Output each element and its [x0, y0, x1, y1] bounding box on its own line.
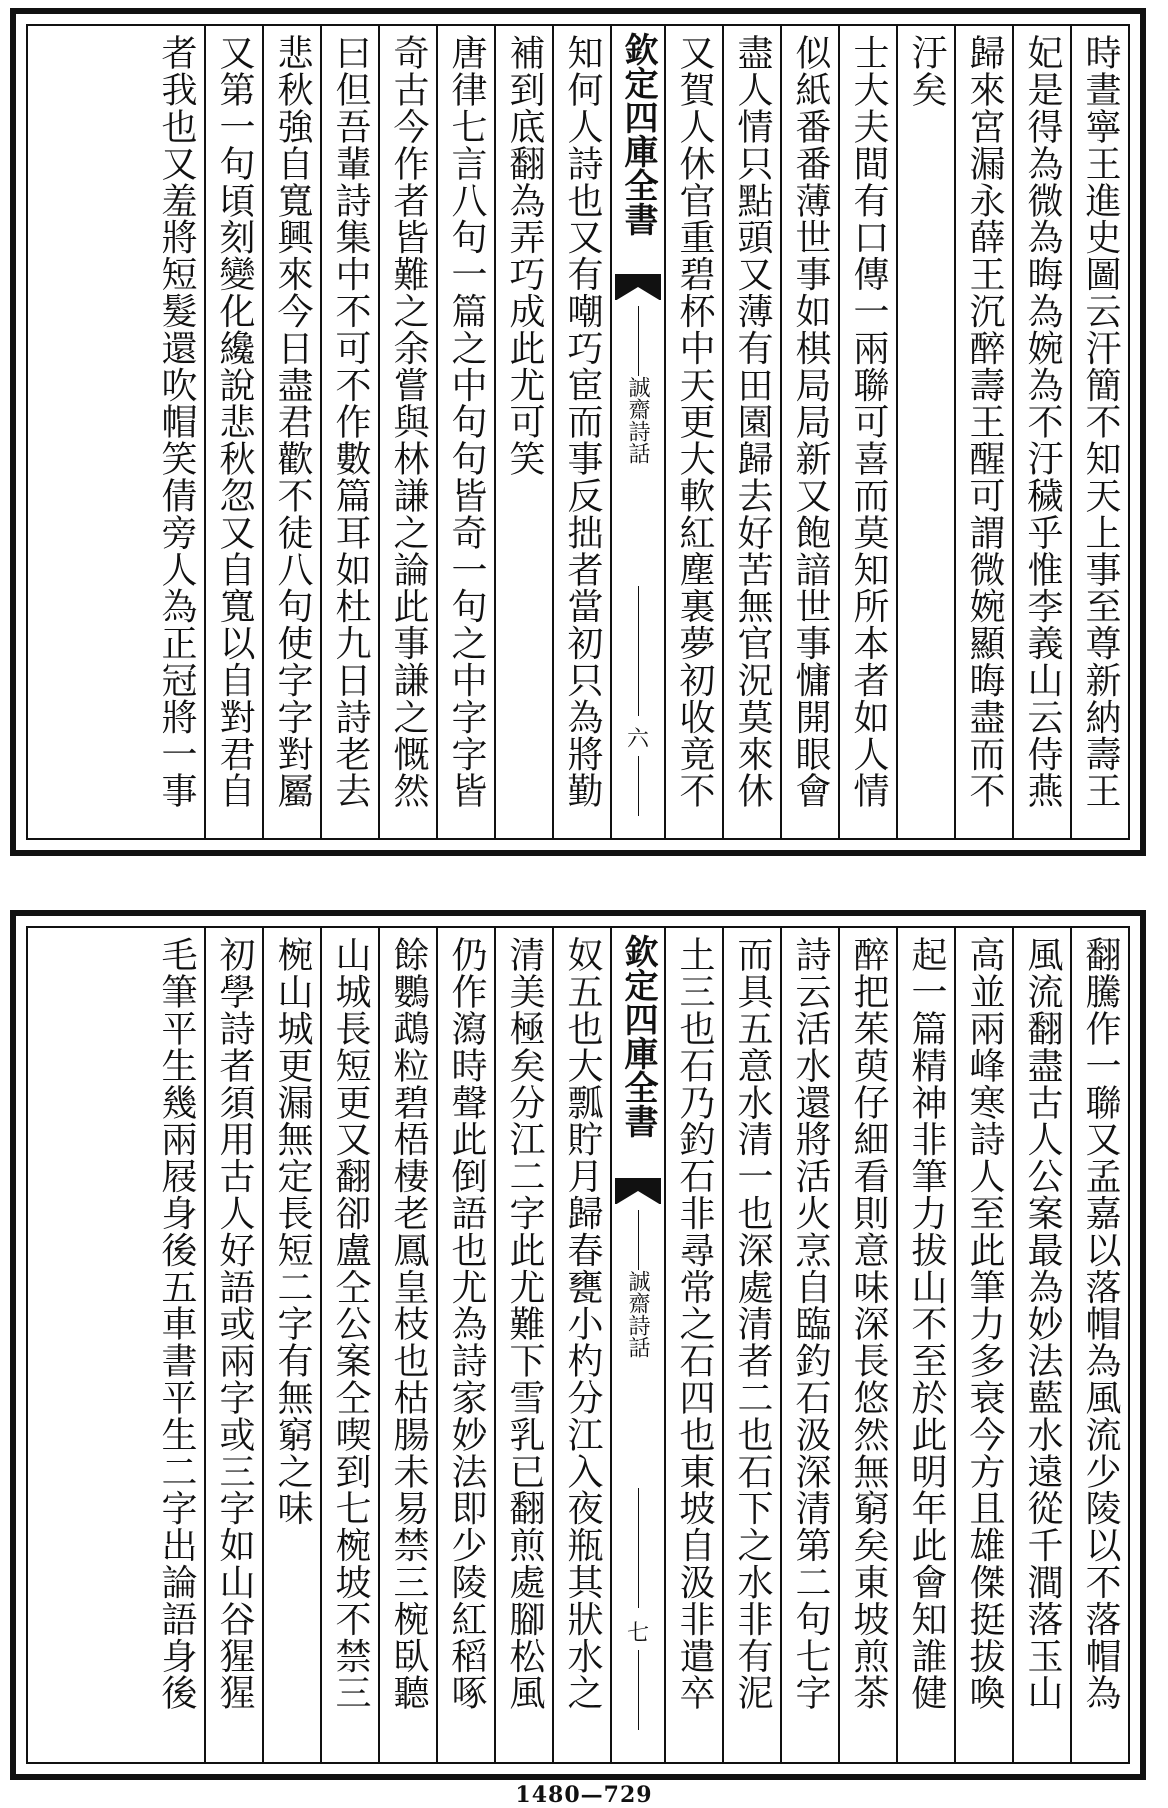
text-column: 詩云活水還將活火烹自臨釣石汲深清第二句七字: [780, 928, 838, 1762]
text-column: 補到底翻為弄巧成此尤可笑: [494, 26, 552, 838]
bottom-page: [10, 910, 1146, 1780]
collection-title: 欽定四庫全書: [618, 32, 658, 236]
bottom-page-text-block: [26, 926, 1130, 1764]
text-column: 奇古今作者皆難之余嘗與林謙之論此事謙之慨然: [378, 26, 436, 838]
text-column: 醉把茱萸仔細看則意味深長悠然無窮矣東坡煎茶: [838, 928, 896, 1762]
text-column: 毛筆平生幾兩屐身後五車書平生二字出論語身後: [156, 936, 197, 1711]
page-number: 六: [626, 727, 649, 752]
text-column: 唐律七言八句一篇之中句句皆奇一句之中字字皆: [436, 26, 494, 838]
fish-tail-mark-icon: [615, 274, 661, 300]
top-page: [10, 8, 1146, 856]
text-column: 妃是得為微為晦為婉為不汙穢乎惟李義山云侍燕: [1012, 26, 1070, 838]
text-column: 椀山城更漏無定長短二字有無窮之味: [262, 928, 320, 1762]
text-column: 又賀人休官重碧杯中天更大軟紅塵裏夢初收竟不: [664, 26, 722, 838]
text-column: 初學詩者須用古人好語或兩字或三字如山谷猩猩: [204, 928, 262, 1762]
text-column: 者我也又羞將短髮還吹帽笑倩旁人為正冠將一事: [156, 34, 197, 809]
text-column: 風流翻盡古人公案最為妙法藍水遠從千澗落玉山: [1012, 928, 1070, 1762]
center-rule: [638, 1210, 639, 1270]
text-column: 仍作瀉時聲此倒語也尤為詩家妙法即少陵紅稻啄: [436, 928, 494, 1762]
text-column: 汙矣: [896, 26, 954, 838]
text-column: 起一篇精神非筆力拔山不至於此明年此會知誰健: [896, 928, 954, 1762]
book-title: 誠齋詩話: [625, 1270, 650, 1358]
center-fold-column: [610, 928, 664, 1762]
fish-tail-mark-icon: [615, 1178, 661, 1204]
text-column: 餘鸚鵡粒碧梧棲老鳳皇枝也枯腸未易禁三椀臥聽: [378, 928, 436, 1762]
text-column: 翻騰作一聯又孟嘉以落帽為風流少陵以不落帽為: [1070, 928, 1128, 1762]
text-column: 曰但吾輩詩集中不可不作數篇耳如杜九日詩老去: [320, 26, 378, 838]
text-column: 時晝寧王進史圖云汗簡不知天上事至尊新納壽王: [1070, 26, 1128, 838]
collection-title: 欽定四庫全書: [618, 934, 658, 1138]
text-column: 奴五也大瓢貯月歸春甕小杓分江入夜瓶其狀水之: [552, 928, 610, 1762]
center-rule: [638, 586, 639, 716]
catalog-number: 1480—729: [515, 1782, 653, 1808]
center-fold-column: [610, 26, 664, 838]
text-column: 高並兩峰寒詩人至此筆力多衰今方且雄傑挺拔喚: [954, 928, 1012, 1762]
top-page-text-block: [26, 24, 1130, 840]
text-column: 又第一句頃刻變化纔說悲秋忽又自寬以自對君自: [204, 26, 262, 838]
center-rule: [638, 1650, 639, 1730]
text-column: 似紙番番薄世事如棋局局新又飽諳世事慵開眼會: [780, 26, 838, 838]
page-number: 七: [626, 1621, 649, 1646]
center-rule: [638, 756, 639, 816]
text-column: 而具五意水清一也深處清者二也石下之水非有泥: [722, 928, 780, 1762]
text-column: 盡人情只點頭又薄有田園歸去好苦無官況莫來休: [722, 26, 780, 838]
text-column: 清美極矣分江二字此尤難下雪乳已翻煎處腳松風: [494, 928, 552, 1762]
text-column: 山城長短更又翻卻盧仝公案仝喫到七椀坡不禁三: [320, 928, 378, 1762]
book-title: 誠齋詩話: [625, 376, 650, 464]
text-column: 歸來宮漏永薛王沉醉壽王醒可謂微婉顯晦盡而不: [954, 26, 1012, 838]
center-rule: [638, 1488, 639, 1608]
center-rule: [638, 306, 639, 376]
text-column: 士大夫間有口傳一兩聯可喜而莫知所本者如人情: [838, 26, 896, 838]
text-column: 土三也石乃釣石非尋常之石四也東坡自汲非遣卒: [664, 928, 722, 1762]
text-column: 知何人詩也又有嘲巧宦而事反拙者當初只為將勤: [552, 26, 610, 838]
text-column: 悲秋強自寬興來今日盡君歡不徒八句使字字對屬: [262, 26, 320, 838]
